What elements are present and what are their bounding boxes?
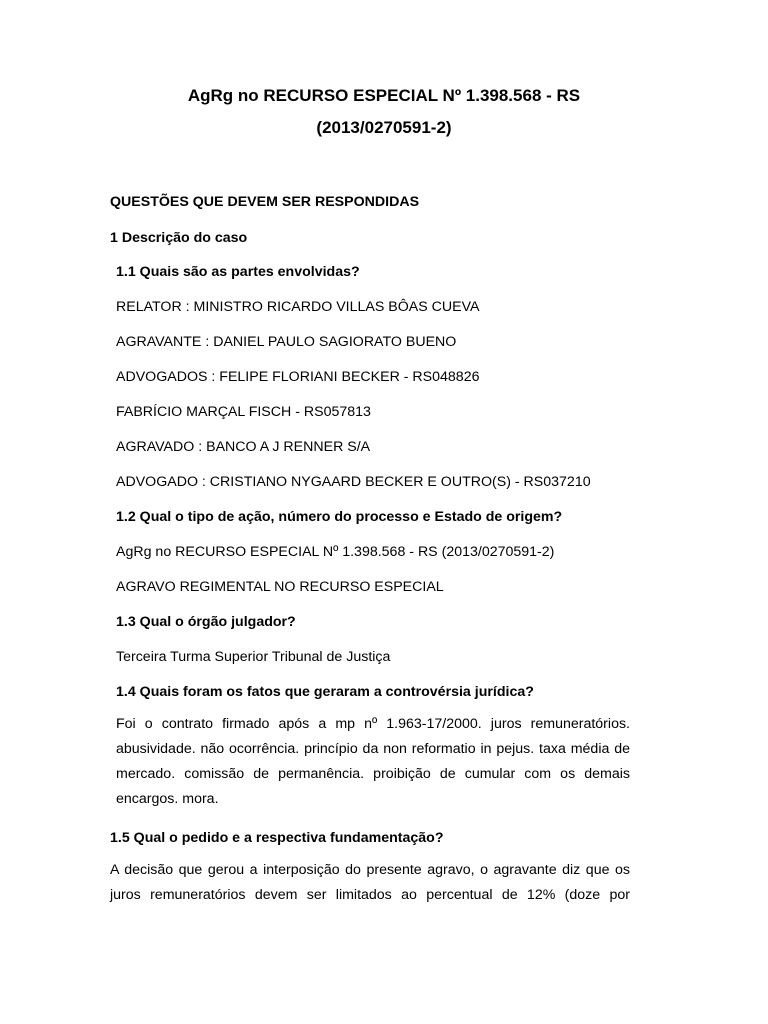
answer-advogados: ADVOGADOS : FELIPE FLORIANI BECKER - RS048826 — [116, 369, 480, 385]
answer-agravante: AGRAVANTE : DANIEL PAULO SAGIORATO BUENO — [116, 334, 457, 350]
answer-facts: Foi o contrato firmado após a mp nº 1.963-17/2000. juros remuneratórios. abusividade. não ocorrência. princípio da non reformatio in pejus. taxa média de mercado. comissão de permanência. proibição de cumular com os demais encargos. mora. — [116, 716, 630, 807]
answer-action-type: AGRAVO REGIMENTAL NO RECURSO ESPECIAL — [116, 579, 444, 595]
document-process-number: (2013/0270591-2) — [316, 118, 452, 137]
answer-process-number: AgRg no RECURSO ESPECIAL Nº 1.398.568 - RS (2013/0270591-2) — [116, 544, 555, 560]
answer-agravado: AGRAVADO : BANCO A J RENNER S/A — [116, 439, 371, 455]
answer-request: A decisão que gerou a interposição do presente agravo, o agravante diz que os juros remuneratórios devem ser limitados ao percentual de 12% (doze por — [110, 862, 630, 903]
section-1-heading: 1 Descrição do caso — [110, 230, 248, 246]
question-1-2: 1.2 Qual o tipo de ação, número do processo e Estado de origem? — [116, 509, 563, 525]
questions-heading: QUESTÕES QUE DEVEM SER RESPONDIDAS — [110, 194, 420, 210]
answer-court: Terceira Turma Superior Tribunal de Justiça — [116, 649, 391, 665]
answer-relator: RELATOR : MINISTRO RICARDO VILLAS BÔAS CUEVA — [116, 299, 480, 315]
question-1-3: 1.3 Qual o órgão julgador? — [116, 614, 296, 630]
answer-advogado-2: FABRÍCIO MARÇAL FISCH - RS057813 — [116, 404, 371, 420]
question-1-4: 1.4 Quais foram os fatos que geraram a controvérsia jurídica? — [116, 684, 534, 700]
document-title: AgRg no RECURSO ESPECIAL Nº 1.398.568 - RS — [187, 86, 581, 105]
question-1-1: 1.1 Quais são as partes envolvidas? — [116, 264, 360, 280]
question-1-5: 1.5 Qual o pedido e a respectiva fundamentação? — [110, 830, 444, 846]
answer-advogado-agravado: ADVOGADO : CRISTIANO NYGAARD BECKER E OUTRO(S) - RS037210 — [116, 474, 591, 490]
